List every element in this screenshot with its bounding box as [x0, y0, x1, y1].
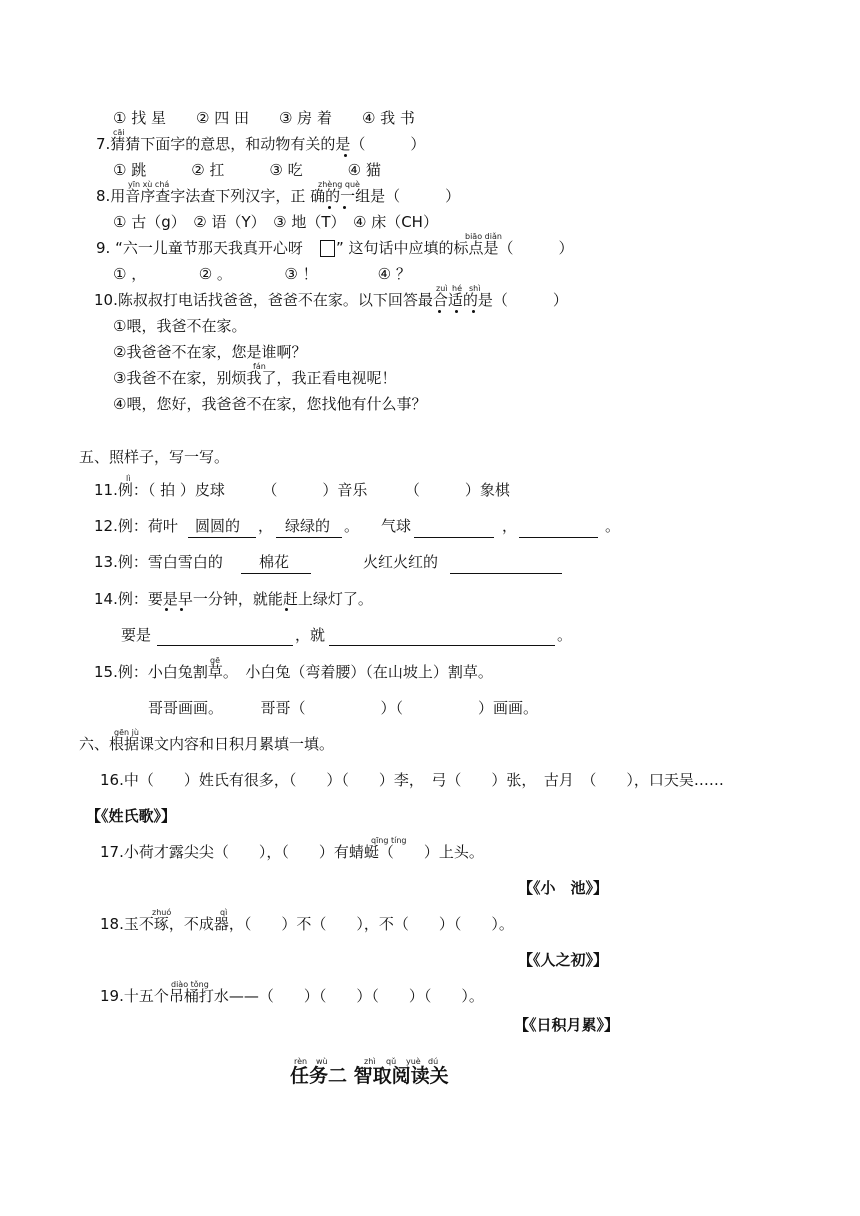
q14-end: 。 — [557, 626, 573, 644]
q12-example-1: 圆圆的 — [195, 517, 241, 535]
q13-example-underline — [241, 573, 311, 574]
q12-comma-2: ， — [502, 517, 518, 535]
q9-options: ① ， ② 。 ③ ！ ④ ？ — [113, 265, 411, 283]
q18: 18.玉不琢，不成器，（ ）不（ ），不（ ）（ ）。 — [100, 915, 514, 933]
q6-options: ① 找 星 ② 四 田 ③ 房 着 ④ 我 书 — [113, 109, 415, 127]
pinyin-ren: rèn — [294, 1057, 308, 1066]
q18-source: 【《人之初》】 — [518, 951, 609, 969]
pinyin-qingting: qīng tíng — [371, 836, 407, 845]
emphasis-dot — [285, 608, 288, 611]
q13-target: 火红火红的 — [363, 553, 439, 571]
q10-answer-2: ②我爸爸不在家，您是谁啊？ — [113, 343, 307, 361]
q15-line2: 哥哥画画。 哥哥（ ）（ ）画画。 — [148, 699, 539, 717]
q14-answer-blank-1[interactable] — [157, 645, 293, 646]
emphasis-dot — [165, 608, 168, 611]
q12-target: 气球 — [381, 517, 412, 535]
q8-stem: 8.用音序查字法查下列汉字，正 确的一组是（ ） — [96, 187, 461, 205]
q12-period: 。 — [344, 517, 360, 535]
q10-stem: 10.陈叔叔打电话找爸爸，爸爸不在家。以下回答最合适的是（ ） — [94, 291, 568, 309]
emphasis-dot — [344, 154, 347, 157]
pinyin-genju: gēn jù — [114, 728, 139, 737]
q19-source: 【《日积月累》】 — [514, 1016, 620, 1034]
pinyin-zhi: zhì — [364, 1057, 376, 1066]
pinyin-yue: yuè — [406, 1057, 421, 1066]
q7-stem: 7.猜猜下面字的意思，和动物有关的是（ ） — [96, 135, 426, 153]
pinyin-ge: gē — [210, 656, 220, 665]
q10-answer-4: ④喂，您好，我爸爸不在家，您找他有什么事？ — [113, 395, 427, 413]
emphasis-dot — [328, 206, 331, 209]
pinyin-zhuo: zhuó — [152, 908, 172, 917]
punctuation-blank-box — [320, 240, 335, 257]
pinyin-fan: fán — [253, 362, 266, 371]
q19: 19.十五个吊桶打水——（ ）（ ）（ ）（ ）。 — [100, 987, 484, 1005]
pinyin-qi: qì — [220, 908, 228, 917]
pinyin-wu: wù — [316, 1057, 328, 1066]
q14: 14.例：要是早一分钟，就能赶上绿灯了。 — [94, 590, 373, 608]
q12-answer-blank-1[interactable] — [414, 537, 494, 538]
q10-answer-3: ③我爸不在家，别烦我了，我正看电视呢！ — [113, 369, 397, 387]
pinyin-yinxucha: yīn xù chá — [128, 180, 170, 189]
q12-example-1-underline — [188, 537, 256, 538]
q14-yaoshi: 要是 — [121, 626, 152, 644]
q12-answer-blank-2[interactable] — [519, 537, 598, 538]
emphasis-dot — [472, 310, 475, 313]
emphasis-dot — [438, 310, 441, 313]
q14-answer-blank-2[interactable] — [329, 645, 555, 646]
q13-prefix: 13.例：雪白雪白的 — [94, 553, 223, 571]
q16: 16.中（ ）姓氏有很多，（ ）（ ）李， 弓（ ）张， 古月 （ ），口天吴…… — [100, 771, 724, 789]
q14-jiu: ，就 — [295, 626, 326, 644]
section6-heading: 六、根据课文内容和日积月累填一填。 — [79, 735, 335, 753]
pinyin-zhengque: zhèng què — [318, 180, 360, 189]
emphasis-dot — [455, 310, 458, 313]
pinyin-li: lì — [126, 474, 131, 483]
q9-stem-part1: 9. “六一儿童节那天我真开心呀 — [96, 239, 303, 257]
q12-example-2: 绿绿的 — [285, 517, 331, 535]
emphasis-dot — [180, 608, 183, 611]
pinyin-zui: zuì — [436, 284, 448, 293]
q17: 17.小荷才露尖尖（ ），（ ）有蜻蜓（ ）上头。 — [100, 843, 484, 861]
q12-comma: ， — [258, 517, 274, 535]
q9-stem-part2: ” 这句话中应填的标点是（ ） — [336, 239, 574, 257]
q16-source: 【《姓氏歌》】 — [86, 807, 177, 825]
pinyin-biaodian: biāo diǎn — [465, 232, 502, 241]
pinyin-shi: shì — [469, 284, 481, 293]
q12-example-2-underline — [276, 537, 342, 538]
q12-prefix: 12.例：荷叶 — [94, 517, 178, 535]
pinyin-he: hé — [452, 284, 462, 293]
q12-end: 。 — [605, 517, 621, 535]
q8-options: ① 古（g） ② 语（Y） ③ 地（T） ④ 床（CH） — [113, 213, 438, 231]
q13-answer-blank[interactable] — [450, 573, 562, 574]
pinyin-du: dú — [428, 1057, 439, 1066]
emphasis-dot — [343, 206, 346, 209]
pinyin-diaotong: diào tǒng — [171, 980, 209, 989]
pinyin-cai: cāi — [113, 128, 125, 137]
q11: 11.例：（ 拍 ）皮球 （ ）音乐 （ ）象棋 — [94, 481, 510, 499]
task2-title: 任务二 智取阅读关 — [290, 1065, 449, 1087]
q17-source: 【《小 池》】 — [518, 879, 609, 897]
q10-answer-1: ①喂，我爸不在家。 — [113, 317, 247, 335]
q7-options: ① 跳 ② 扛 ③ 吃 ④ 猫 — [113, 161, 381, 179]
q15: 15.例：小白兔割草。 小白兔（弯着腰）（在山坡上）割草。 — [94, 663, 493, 681]
pinyin-qu: qǔ — [386, 1057, 397, 1066]
section5-heading: 五、照样子，写一写。 — [79, 448, 230, 466]
q13-example: 棉花 — [259, 553, 290, 571]
